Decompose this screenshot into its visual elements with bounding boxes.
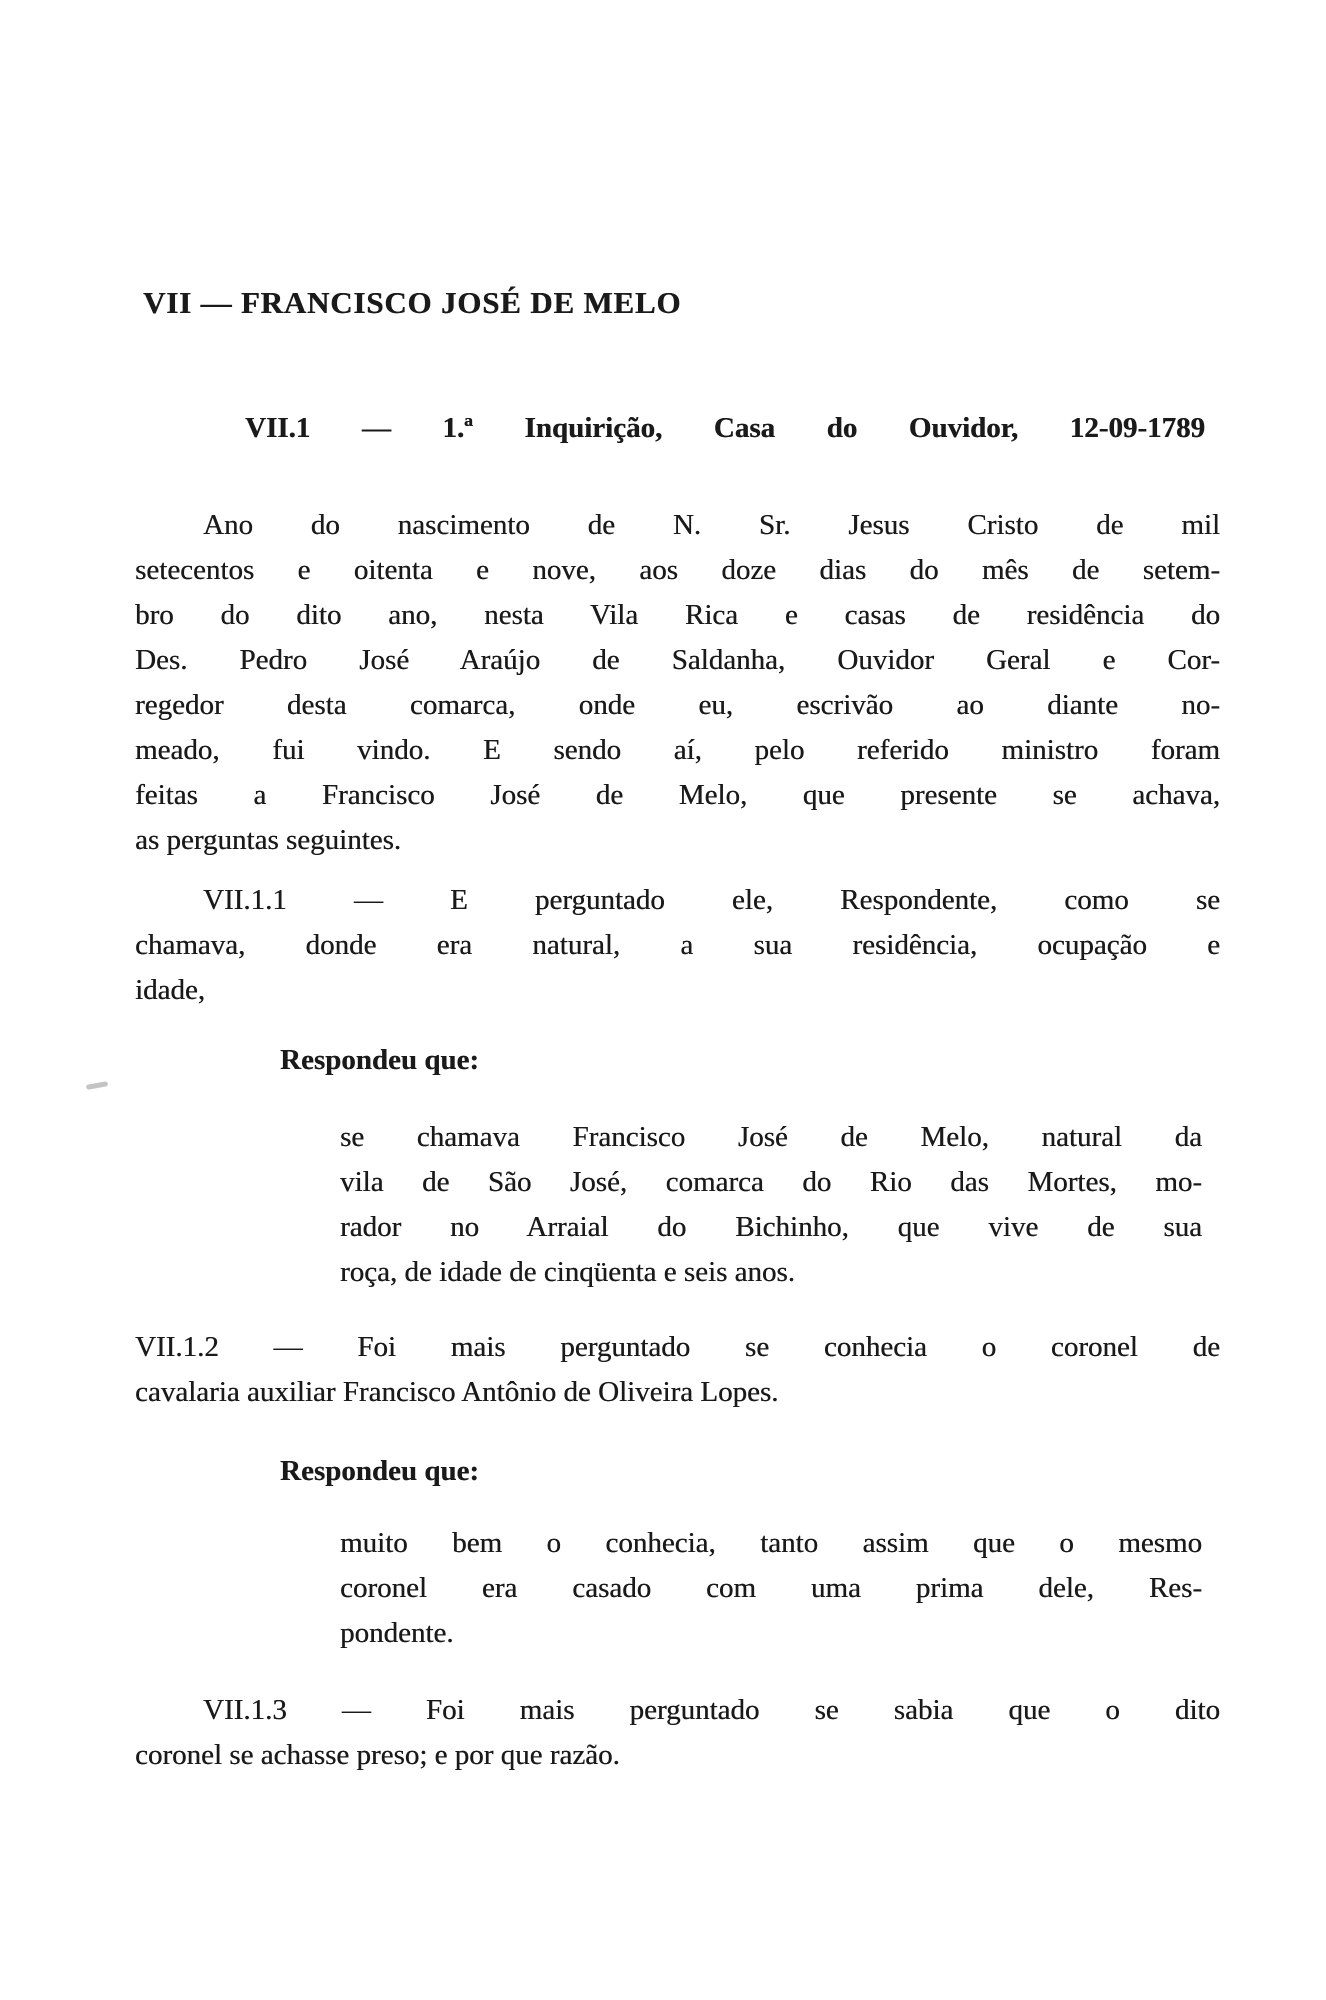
paragraph-line: cavalaria auxiliar Francisco Antônio de Oliveira Lopes. xyxy=(135,1376,779,1408)
paragraph-line: se chamava Francisco José de Melo, natural da xyxy=(340,1121,1202,1153)
section-heading: VII.1 — 1.ª Inquirição, Casa do Ouvidor, 12-09-1789 xyxy=(245,412,1205,444)
paragraph-line: chamava, donde era natural, a sua residência, ocupação e xyxy=(135,929,1220,961)
paragraph-line: regedor desta comarca, onde eu, escrivão ao diante no- xyxy=(135,689,1220,721)
paragraph-line: idade, xyxy=(135,974,206,1006)
question-vii-1-2 xyxy=(135,1325,1220,1415)
paragraph-line: pondente. xyxy=(340,1617,454,1649)
paragraph-line: coronel era casado com uma prima dele, Res- xyxy=(340,1572,1202,1604)
margin-smudge xyxy=(86,1081,109,1090)
opening-paragraph xyxy=(135,503,1220,863)
paragraph-line: vila de São José, comarca do Rio das Mortes, mo- xyxy=(340,1166,1202,1198)
paragraph-line: Des. Pedro José Araújo de Saldanha, Ouvidor Geral e Cor- xyxy=(135,644,1220,676)
paragraph-line: roça, de idade de cinqüenta e seis anos. xyxy=(340,1256,795,1288)
paragraph-line: feitas a Francisco José de Melo, que presente se achava, xyxy=(135,779,1220,811)
paragraph-line: coronel se achasse preso; e por que razão. xyxy=(135,1739,620,1771)
respondeu-label: Respondeu que: xyxy=(280,1455,480,1487)
paragraph-line: meado, fui vindo. E sendo aí, pelo referido ministro foram xyxy=(135,734,1220,766)
paragraph-line: VII.1.2 — Foi mais perguntado se conhecia o coronel de xyxy=(135,1331,1220,1363)
page-title: VII — FRANCISCO JOSÉ DE MELO xyxy=(143,285,682,320)
paragraph-line: bro do dito ano, nesta Vila Rica e casas de residência do xyxy=(135,599,1220,631)
question-vii-1-3 xyxy=(135,1688,1220,1778)
paragraph-line: Ano do nascimento de N. Sr. Jesus Cristo de mil xyxy=(203,509,1220,541)
respondeu-label: Respondeu que: xyxy=(280,1044,480,1076)
paragraph-line: muito bem o conhecia, tanto assim que o mesmo xyxy=(340,1527,1202,1559)
answer-vii-1-2 xyxy=(340,1521,1202,1656)
answer-vii-1-1 xyxy=(340,1115,1202,1295)
paragraph-line: rador no Arraial do Bichinho, que vive de sua xyxy=(340,1211,1202,1243)
paragraph-line: setecentos e oitenta e nove, aos doze dias do mês de setem- xyxy=(135,554,1220,586)
paragraph-line: as perguntas seguintes. xyxy=(135,824,402,856)
paragraph-line: VII.1.1 — E perguntado ele, Respondente, como se xyxy=(203,884,1220,916)
paragraph-line: VII.1.3 — Foi mais perguntado se sabia que o dito xyxy=(203,1694,1220,1726)
question-vii-1-1 xyxy=(135,878,1220,1013)
